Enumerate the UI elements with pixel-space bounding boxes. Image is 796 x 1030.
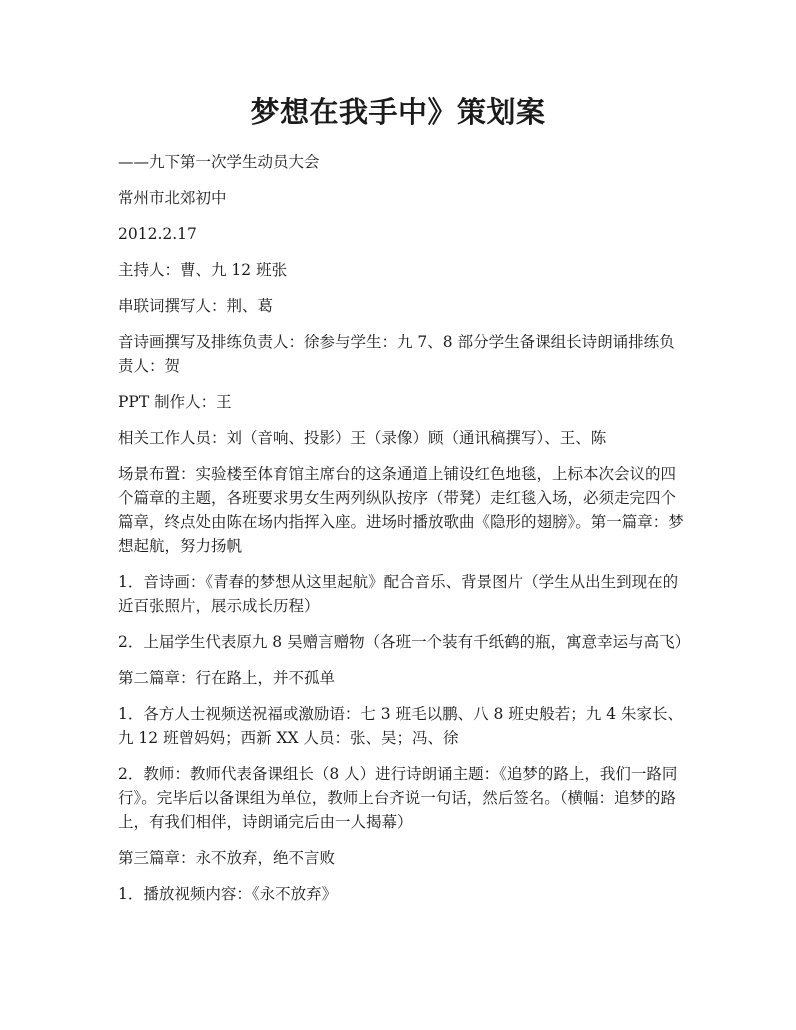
scene-setup-paragraph: 场景布置：实验楼至体育馆主席台的这条通道上铺设红色地毯，上标本次会议的四个篇章的主题，各班要求男女生两列纵队按序（带凳）走红毯入场，必须走完四个篇章，终点处由陈在场内指挥入座。进场时播放歌曲《隐形的翅膀》。第一篇章：梦想起航，努力扬帆 — [118, 465, 684, 555]
chapter2-heading: 第二篇章：行在路上，并不孤单 — [118, 669, 336, 687]
document-title: 梦想在我手中》策划案 — [250, 95, 546, 129]
school-name: 常州市北郊初中 — [118, 189, 227, 207]
chapter2-item1: 1．各方人士视频送祝福或激励语：七 3 班毛以鹏、八 8 班史般若；九 4 朱家长、九 12 班曾妈妈；西新 XX 人员：张、吴；冯、徐 — [118, 705, 684, 747]
subtitle: ——九下第一次学生动员大会 — [118, 153, 320, 171]
chapter1-item1: 1．音诗画：《青春的梦想从这里起航》配合音乐、背景图片（学生从出生到现在的近百张照片，展示成长历程） — [118, 573, 679, 615]
chapter2-item2: 2．教师：教师代表备课组长（8 人）进行诗朗诵主题：《追梦的路上，我们一路同行》。完毕后以备课组为单位，教师上台齐说一句话，然后签名。（横幅：追梦的路上，有我们相伴，诗朗诵完后由一人揭幕） — [118, 765, 678, 831]
document-body — [118, 150, 691, 918]
poetry-rehearsal-line: 音诗画撰写及排练负责人：徐参与学生：九 7、8 部分学生备课组长诗朗诵排练负责人：贺 — [118, 333, 675, 375]
ppt-maker-line: PPT 制作人：王 — [118, 393, 232, 411]
chapter3-item1: 1．播放视频内容：《永不放弃》 — [118, 885, 338, 903]
staff-line: 相关工作人员：刘（音响、投影）王（录像）顾（通讯稿撰写）、王、陈 — [118, 429, 607, 447]
script-writer-line: 串联词撰写人：荆、葛 — [118, 297, 274, 315]
date: 2012.2.17 — [118, 225, 197, 243]
chapter1-item2: 2．上届学生代表原九 8 吴赠言赠物（各班一个装有千纸鹤的瓶，寓意幸运与高飞） — [118, 633, 691, 651]
host-line: 主持人：曹、九 12 班张 — [118, 261, 288, 279]
chapter3-heading: 第三篇章：永不放弃，绝不言败 — [118, 849, 336, 867]
